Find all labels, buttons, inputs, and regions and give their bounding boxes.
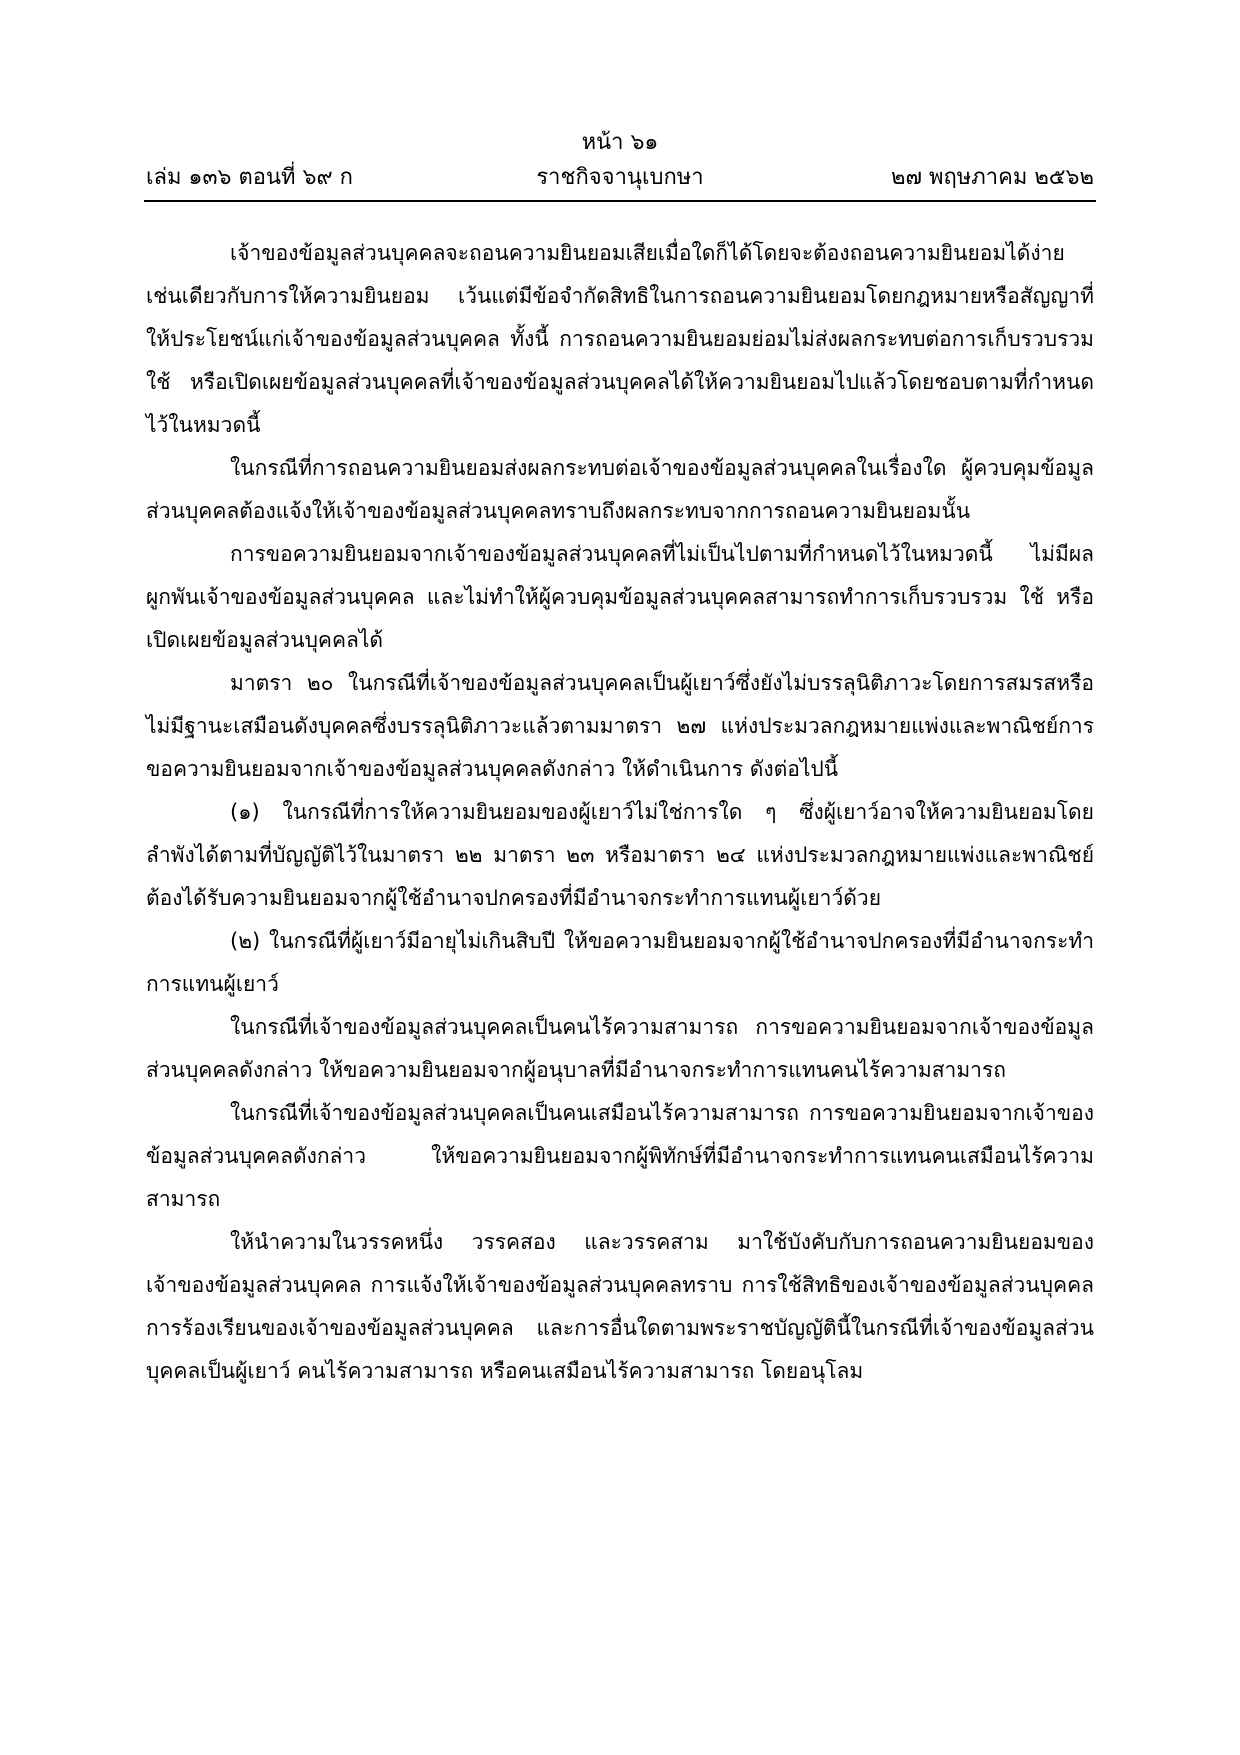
paragraph: การขอความยินยอมจากเจ้าของข้อมูลส่วนบุคคลที่ไม่เป็นไปตามที่กำหนดไว้ในหมวดนี้ ไม่มีผลผูกพันเจ้าของข้อมูลส่วนบุคคล และไม่ทำให้ผู้ควบคุมข้อมูลส่วนบุคคลสามารถทำการเก็บรวบรวม ใช้ หรือเปิดเผยข้อมูลส่วนบุคคลได้ <box>146 542 1094 652</box>
gazette-header <box>146 163 1094 197</box>
section-20-paragraph: มาตรา ๒๐ ในกรณีที่เจ้าของข้อมูลส่วนบุคคลเป็นผู้เยาว์ซึ่งยังไม่บรรลุนิติภาวะโดยการสมรสหรือไม่มีฐานะเสมือนดังบุคคลซึ่งบรรลุนิติภาวะแล้วตามมาตรา ๒๗ แห่งประมวลกฎหมายแพ่งและพาณิชย์การขอความยินยอมจากเจ้าของข้อมูลส่วนบุคคลดังกล่าว ให้ดำเนินการ ดังต่อไปนี้ <box>146 671 1094 781</box>
volume-issue: เล่ม ๑๓๖ ตอนที่ ๖๙ ก <box>146 165 353 190</box>
paragraph: ในกรณีที่เจ้าของข้อมูลส่วนบุคคลเป็นคนไร้ความสามารถ การขอความยินยอมจากเจ้าของข้อมูลส่วนบุคคลดังกล่าว ให้ขอความยินยอมจากผู้อนุบาลที่มีอำนาจกระทำการแทนคนไร้ความสามารถ <box>146 1015 1094 1082</box>
paragraph: ให้นำความในวรรคหนึ่ง วรรคสอง และวรรคสาม มาใช้บังคับกับการถอนความยินยอมของเจ้าของข้อมูลส่วนบุคคล การแจ้งให้เจ้าของข้อมูลส่วนบุคคลทราบ การใช้สิทธิของเจ้าของข้อมูลส่วนบุคคล การร้องเรียนของเจ้าของข้อมูลส่วนบุคคล และการอื่นใดตามพระราชบัญญัตินี้ในกรณีที่เจ้าของข้อมูลส่วนบุคคลเป็นผู้เยาว์ คนไร้ความสามารถ หรือคนเสมือนไร้ความสามารถ โดยอนุโลม <box>146 1230 1094 1383</box>
document-body <box>146 232 1094 1393</box>
paragraph: ในกรณีที่การถอนความยินยอมส่งผลกระทบต่อเจ้าของข้อมูลส่วนบุคคลในเรื่องใด ผู้ควบคุมข้อมูลส่วนบุคคลต้องแจ้งให้เจ้าของข้อมูลส่วนบุคคลทราบถึงผลกระทบจากการถอนความยินยอมนั้น <box>146 456 1094 523</box>
page-number: หน้า ๖๑ <box>581 130 659 155</box>
paragraph: เจ้าของข้อมูลส่วนบุคคลจะถอนความยินยอมเสียเมื่อใดก็ได้โดยจะต้องถอนความยินยอมได้ง่ายเช่นเดียวกับการให้ความยินยอม เว้นแต่มีข้อจำกัดสิทธิในการถอนความยินยอมโดยกฎหมายหรือสัญญาที่ให้ประโยชน์แก่เจ้าของข้อมูลส่วนบุคคล ทั้งนี้ การถอนความยินยอมย่อมไม่ส่งผลกระทบต่อการเก็บรวบรวม ใช้ หรือเปิดเผยข้อมูลส่วนบุคคลที่เจ้าของข้อมูลส่วนบุคคลได้ให้ความยินยอมไปแล้วโดยชอบตามที่กำหนดไว้ในหมวดนี้ <box>146 241 1094 437</box>
header-divider <box>144 200 1096 202</box>
paragraph: ในกรณีที่เจ้าของข้อมูลส่วนบุคคลเป็นคนเสมือนไร้ความสามารถ การขอความยินยอมจากเจ้าของข้อมูลส่วนบุคคลดังกล่าว ให้ขอความยินยอมจากผู้พิทักษ์ที่มีอำนาจกระทำการแทนคนเสมือนไร้ความสามารถ <box>146 1101 1094 1211</box>
publication-date: ๒๗ พฤษภาคม ๒๕๖๒ <box>890 165 1094 190</box>
publication-title: ราชกิจจานุเบกษา <box>536 165 704 190</box>
paragraph: (๒) ในกรณีที่ผู้เยาว์มีอายุไม่เกินสิบปี ให้ขอความยินยอมจากผู้ใช้อำนาจปกครองที่มีอำนาจกระทำการแทนผู้เยาว์ <box>146 929 1094 996</box>
paragraph: (๑) ในกรณีที่การให้ความยินยอมของผู้เยาว์ไม่ใช่การใด ๆ ซึ่งผู้เยาว์อาจให้ความยินยอมโดยลำพังได้ตามที่บัญญัติไว้ในมาตรา ๒๒ มาตรา ๒๓ หรือมาตรา ๒๔ แห่งประมวลกฎหมายแพ่งและพาณิชย์ ต้องได้รับความยินยอมจากผู้ใช้อำนาจปกครองที่มีอำนาจกระทำการแทนผู้เยาว์ด้วย <box>146 800 1094 910</box>
